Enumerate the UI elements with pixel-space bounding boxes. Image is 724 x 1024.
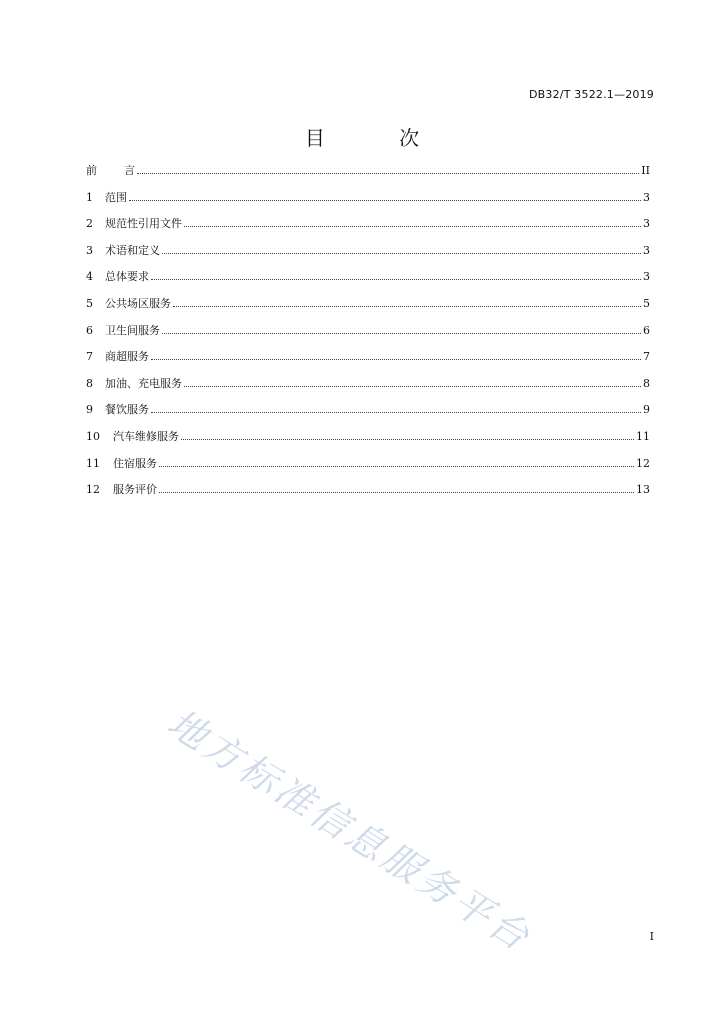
toc-page-number: 9: [643, 403, 650, 417]
toc-entry-4[interactable]: [86, 270, 650, 297]
toc-label: 总体要求: [105, 270, 149, 284]
toc-entry-3[interactable]: [86, 244, 650, 271]
toc-page-number: 3: [643, 190, 650, 204]
toc-entry-12[interactable]: [86, 483, 650, 510]
toc-label: 规范性引用文件: [105, 217, 182, 231]
toc-leader: [137, 172, 639, 174]
toc-page-number: 12: [636, 456, 650, 470]
toc-entry-2[interactable]: [86, 217, 650, 244]
toc-leader: [184, 225, 641, 227]
watermark: 地方标准信息服务平台: [159, 700, 540, 961]
toc-page-number: 6: [643, 323, 650, 337]
toc-page-number: 7: [643, 350, 650, 364]
toc-number: 8: [86, 376, 93, 390]
toc-label: 商超服务: [105, 350, 149, 364]
toc-leader: [181, 438, 634, 440]
table-of-contents: [86, 164, 650, 510]
toc-number: 10: [86, 429, 100, 443]
toc-entry-10[interactable]: [86, 430, 650, 457]
toc-leader: [173, 305, 641, 307]
toc-number: 9: [86, 403, 93, 417]
toc-number: 2: [86, 217, 93, 231]
toc-number: 5: [86, 296, 93, 310]
toc-leader: [151, 411, 641, 413]
toc-label: 餐饮服务: [105, 403, 149, 417]
document-code: DB32/T 3522.1—2019: [528, 88, 654, 101]
toc-leader: [162, 252, 641, 254]
toc-entry-11[interactable]: [86, 457, 650, 484]
toc-number: 12: [86, 483, 100, 497]
toc-number: 1: [86, 190, 93, 204]
toc-page-number: 11: [636, 429, 650, 443]
toc-page-number: 13: [636, 483, 650, 497]
toc-entry-5[interactable]: [86, 297, 650, 324]
toc-label: 服务评价: [113, 483, 157, 497]
toc-leader: [151, 278, 641, 280]
toc-number: 6: [86, 323, 93, 337]
toc-entry-foreword[interactable]: [86, 164, 650, 191]
toc-entry-7[interactable]: [86, 350, 650, 377]
toc-leader: [151, 358, 641, 360]
page-title: 目 次: [304, 126, 454, 150]
toc-label: 术语和定义: [105, 243, 160, 257]
toc-page-number: II: [641, 164, 650, 177]
toc-entry-8[interactable]: [86, 377, 650, 404]
toc-page-number: 3: [643, 270, 650, 284]
toc-page-number: 5: [643, 296, 650, 310]
toc-leader: [184, 385, 641, 387]
toc-entry-6[interactable]: [86, 324, 650, 351]
toc-label: 卫生间服务: [105, 323, 160, 337]
toc-leader: [129, 199, 641, 201]
toc-number: 11: [86, 456, 100, 470]
toc-label: 范围: [105, 190, 127, 204]
toc-leader: [162, 332, 641, 334]
toc-label: 住宿服务: [113, 456, 157, 470]
toc-page-number: 8: [643, 376, 650, 390]
toc-label: 加油、充电服务: [105, 376, 182, 390]
toc-label: 言: [124, 164, 135, 177]
toc-leader: [159, 491, 634, 493]
toc-number: 4: [86, 270, 93, 284]
toc-page-number: 3: [643, 217, 650, 231]
toc-entry-1[interactable]: [86, 191, 650, 218]
page-number: I: [649, 930, 654, 943]
toc-number: 3: [86, 243, 93, 257]
toc-entry-9[interactable]: [86, 403, 650, 430]
toc-label: 汽车维修服务: [113, 429, 179, 443]
toc-number: 7: [86, 350, 93, 364]
toc-number: 前: [86, 164, 97, 177]
toc-page-number: 3: [643, 243, 650, 257]
toc-label: 公共场区服务: [105, 296, 171, 310]
toc-leader: [159, 465, 634, 467]
